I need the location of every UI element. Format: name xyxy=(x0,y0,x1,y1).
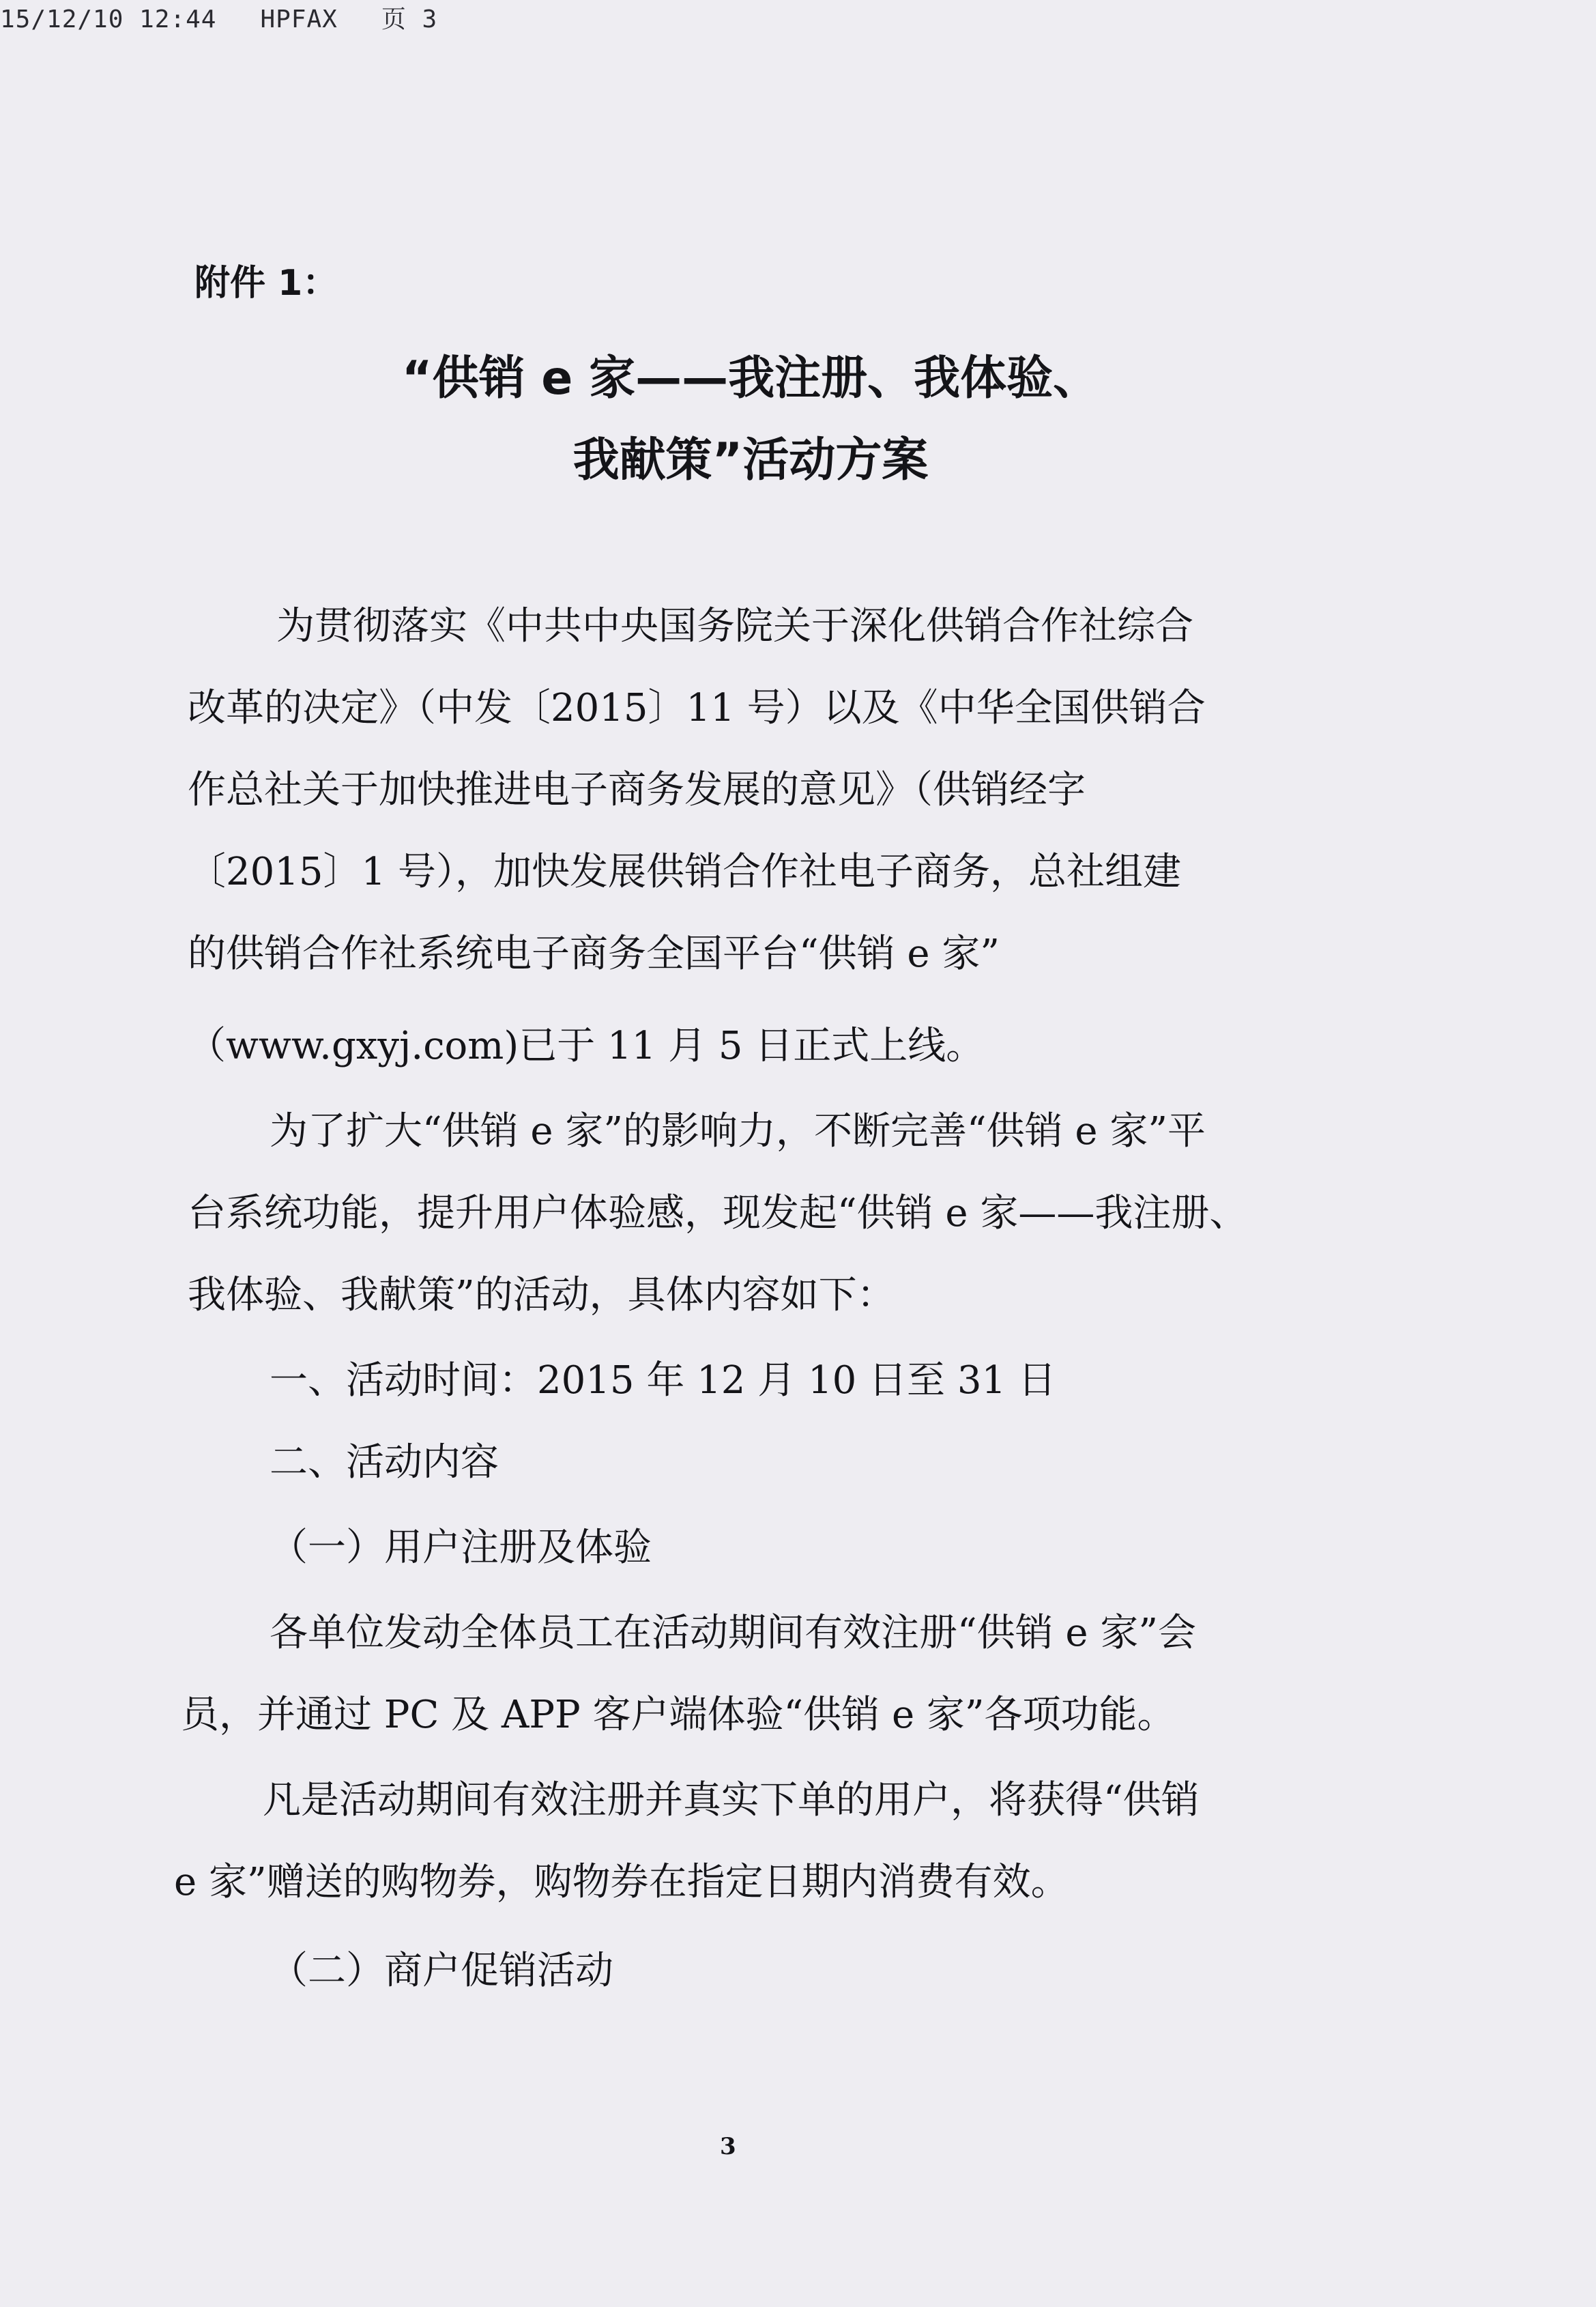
attachment-label: 附件 1： xyxy=(194,263,338,304)
body-line: 凡是活动期间有效注册并真实下单的用户，将获得“供销 xyxy=(263,1778,1200,1822)
body-line: 我体验、我献策”的活动，具体内容如下： xyxy=(188,1273,895,1317)
body-line: （www.gxyj.com)已于 11 月 5 日正式上线。 xyxy=(188,1024,985,1068)
body-line: e 家”赠送的购物券，购物券在指定日期内消费有效。 xyxy=(174,1860,1069,1904)
body-line: 台系统功能，提升用户体验感，现发起“供销 e 家——我注册、 xyxy=(188,1191,1248,1235)
fax-page: 页 3 xyxy=(381,5,438,33)
fax-sender: HPFAX xyxy=(260,5,338,33)
body-line: （二）商户促销活动 xyxy=(270,1949,613,1993)
body-line: 为了扩大“供销 e 家”的影响力，不断完善“供销 e 家”平 xyxy=(270,1109,1206,1154)
body-line: 二、活动内容 xyxy=(270,1440,499,1485)
document-title-line-1: “供销 e 家——我注册、我体验、 xyxy=(401,352,1100,405)
body-line: 各单位发动全体员工在活动期间有效注册“供销 e 家”会 xyxy=(270,1611,1196,1655)
body-line: 改革的决定》（中发〔2015〕11 号）以及《中华全国供销合 xyxy=(188,686,1206,730)
document-title-line-2: 我献策”活动方案 xyxy=(572,433,929,487)
fax-header xyxy=(0,0,481,35)
body-line: （一）用户注册及体验 xyxy=(270,1525,652,1570)
page-number: 3 xyxy=(720,2133,736,2160)
fax-datetime: 15/12/10 12:44 xyxy=(0,5,217,33)
body-line: 为贯彻落实《中共中央国务院关于深化供销合作社综合 xyxy=(276,604,1193,648)
body-line: 作总社关于加快推进电子商务发展的意见》（供销经字 xyxy=(188,768,1086,812)
body-line: 员，并通过 PC 及 APP 客户端体验“供销 e 家”各项功能。 xyxy=(181,1693,1176,1737)
body-line: 一、活动时间：2015 年 12 月 10 日至 31 日 xyxy=(270,1358,1056,1403)
body-line: 的供销合作社系统电子商务全国平台“供销 e 家” xyxy=(188,932,1000,976)
body-line: 〔2015〕1 号），加快发展供销合作社电子商务，总社组建 xyxy=(188,850,1181,894)
